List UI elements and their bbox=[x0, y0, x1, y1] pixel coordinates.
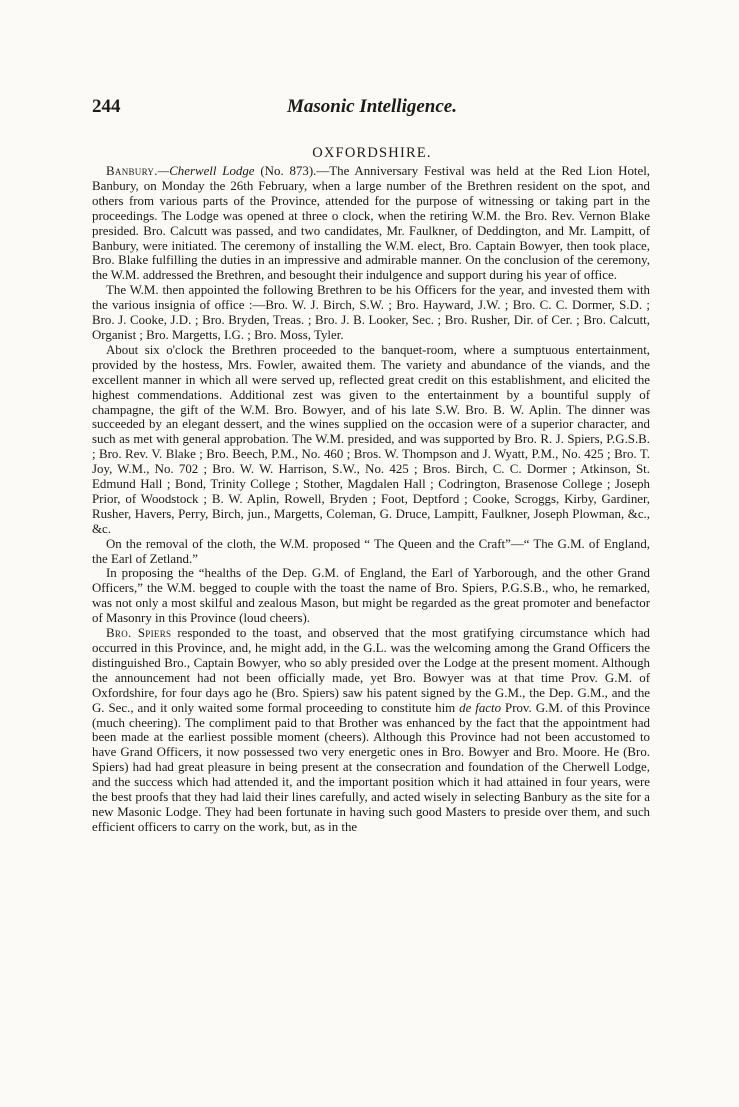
paragraph-3: About six o'clock the Brethren proceeded to the banquet-room, where a sumptuous entertainment, provided by the hostess, Mrs. Fowler, awaited them. The variety and abundance of the viands, and the excellent manner in which all were served up, reflected great credit on this establishment, and elicited the highest commendations. Additional zest was given to the entertainment by a bountiful supply of champagne, the gift of the W.M. Bro. Bowyer, and of his late S.W. Bro. B. W. Aplin. The dinner was succeeded by an elegant dessert, and the wines supplied on the occasion were of a superior character, and such as met with general approbation. The W.M. presided, and was supported by Bro. R. J. Spiers, P.G.S.B. ; Bro. Rev. V. Blake ; Bro. Beech, P.M., No. 460 ; Bros. W. Thompson and J. Wyatt, P.M., No. 425 ; Bro. T. Joy, W.M., No. 702 ; Bro. W. W. Harrison, S.W., No. 425 ; Bros. Birch, C. C. Dormer ; Atkinson, St. Edmund Hall ; Bond, Trinity College ; Stother, Magdalen Hall ; Codrington, Brasenose College ; Joseph Prior, of Woodstock ; B. W. Aplin, Rowell, Bryden ; Foot, Deptford ; Cooke, Scroggs, Kirby, Gardiner, Rusher, Havers, Perry, Birch, jun., Margetts, Coleman, G. Druce, Lampitt, Faulkner, Joseph Plowman, &c., &c. bbox=[92, 342, 650, 536]
paragraph-1 bbox=[92, 164, 650, 283]
section-heading: OXFORDSHIRE. bbox=[312, 145, 432, 161]
paragraph-1-text: (No. 873).—The Anniversary Festival was held at the Red Lion Hotel, Banbury, on Monday the 26th February, when a large number of the Brethren resident on the spot, and others from various parts of the Province, attended for the purpose of witnessing or taking part in the proceedings. The Lodge was opened at three o clock, when the retiring W.M. the Bro. Rev. Vernon Blake presided. Bro. Calcutt was passed, and two candidates, Mr. Faulkner, of Deddington, and Mr. Lampitt, of Banbury, were initiated. The ceremony of installing the W.M. elect, Bro. Captain Bowyer, then took place, Bro. Blake fulfilling the duties in an impressive and admirable manner. On the conclusion of the ceremony, the W.M. addressed the Brethren, and besought their indulgence and support during his year of office. bbox=[92, 164, 650, 283]
paragraph-5: In proposing the “healths of the Dep. G.M. of England, the Earl of Yarborough, and the other Grand Officers,” the W.M. begged to couple with the toast the name of Bro. Spiers, P.G.S.B., who, he remarked, was not only a most skilful and zealous Mason, but might be regarded as the great promoter and benefactor of Masonry in this Province (loud cheers). bbox=[92, 566, 650, 626]
paragraph-6-text-b: Prov. G.M. of this Province (much cheering). The compliment paid to that Brother was enhanced by the fact that the appointment had been made at the earliest possible moment (cheers). Although this Province had not been accustomed to have Grand Officers, it now possessed two very energetic ones in Bro. Bowyer and Bro. Moore. He (Bro. Spiers) had had great pleasure in being present at the consecration and foundation of the Cherwell Lodge, and the success which had attended it, and the important position which it had attained in four years, were the best proofs that they had laid their lines carefully, and acted wisely in selecting Banbury as the site for a new Masonic Lodge. They had been fortunate in having such good Masters to preside over them, and such efficient officers to carry on the work, but, as in the bbox=[92, 700, 650, 834]
article-body bbox=[92, 164, 650, 835]
lead-lodge: —Cherwell Lodge bbox=[157, 164, 255, 178]
paragraph-4: On the removal of the cloth, the W.M. proposed “ The Queen and the Craft”—“ The G.M. of England, the Earl of Zetland.” bbox=[92, 536, 650, 566]
running-title: Masonic Intelligence. bbox=[287, 96, 457, 117]
latin-phrase: de facto bbox=[459, 700, 502, 715]
speaker-name: Bro. Spiers bbox=[106, 626, 172, 641]
lead-place: Banbury. bbox=[106, 164, 158, 178]
page-number: 244 bbox=[92, 96, 121, 117]
paragraph-6 bbox=[92, 626, 650, 835]
paragraph-6-text-a: responded to the toast, and observed that the most gratifying circumstance which had occurred in this Province, and, he might add, in the G.L. was the welcoming among the Grand Officers the distinguished Bro., Captain Bowyer, who so ably presided over the Lodge at the present moment. Although the announcement had not been officially made, yet Bro. Bowyer was at that time Prov. G.M. of Oxfordshire, for four days ago he (Bro. Spiers) saw his patent signed by the G.M., the Dep. G.M., and the G. Sec., and it only waited some formal proceeding to constitute him bbox=[92, 626, 650, 715]
page-header bbox=[92, 96, 652, 122]
paragraph-2: The W.M. then appointed the following Brethren to be his Officers for the year, and invested them with the various insignia of office :—Bro. W. J. Birch, S.W. ; Bro. Hayward, J.W. ; Bro. C. C. Dormer, S.D. ; Bro. J. Cooke, J.D. ; Bro. Bryden, Treas. ; Bro. J. B. Looker, Sec. ; Bro. Rusher, Dir. of Cer. ; Bro. Calcutt, Organist ; Bro. Margetts, I.G. ; Bro. Moss, Tyler. bbox=[92, 283, 650, 342]
